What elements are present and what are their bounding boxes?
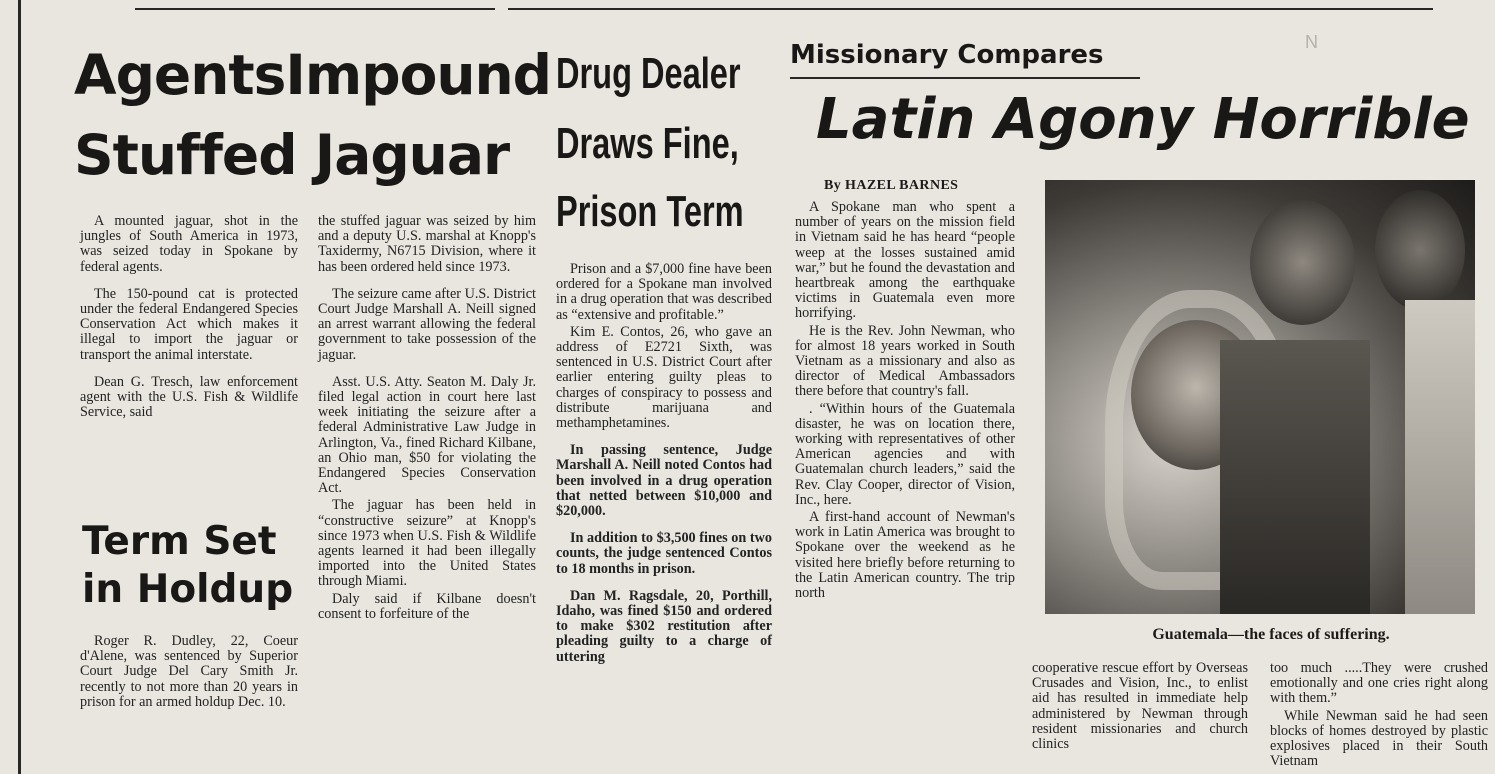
missionary-paragraph: cooperative rescue effort by Overseas Crusades and Vision, Inc., to enlist aid has resulted in immediate help administered by Newman through resident missionaries and church clinics bbox=[1032, 660, 1248, 753]
missionary-paragraph: too much .....They were crushed emotionally and one cries right along with them.” bbox=[1270, 660, 1488, 707]
jaguar-paragraph: Dean G. Tresch, law enforcement agent with the U.S. Fish & Wildlife Service, said bbox=[80, 373, 298, 421]
missionary-paragraph: While Newman said he had seen blocks of homes destroyed by plastic explosives placed in their South Vietnam bbox=[1270, 707, 1488, 770]
missionary-kicker: Missionary Compares bbox=[790, 40, 1104, 70]
photo-face-man bbox=[1375, 190, 1465, 310]
jaguar-headline-line1: AgentsImpound bbox=[74, 43, 552, 107]
faint-n-mark: N bbox=[1305, 32, 1318, 52]
drug-paragraph: Prison and a $7,000 fine have been ordered for a Spokane man involved in a drug operation that was described as “extensive and profitable.” bbox=[556, 261, 772, 323]
missionary-paragraph: A first-hand account of Newman's work in Latin America was brought to Spokane over the weekend as he visited here briefly before returning to the Latin American country. The trip north bbox=[795, 509, 1015, 602]
jaguar-headline-line2: Stuffed Jaguar bbox=[74, 123, 510, 187]
drug-paragraph: Dan M. Ragsdale, 20, Porthill, Idaho, was fined $150 and ordered to make $302 restitution after pleading guilty to a charge of uttering bbox=[556, 587, 772, 665]
drug-column bbox=[556, 262, 772, 677]
drug-headline-line2: Draws Fine, bbox=[556, 119, 739, 168]
jaguar-column-1 bbox=[80, 214, 298, 432]
missionary-paragraph: A Spokane man who spent a number of years on the mission field in Vietnam said he has heard “people weep at the losses sustained amid war,” but he found the devastation and heartbreak among the earthquake victims in Guatemala even more horrifying. bbox=[795, 199, 1015, 322]
missionary-column-2 bbox=[1032, 661, 1248, 764]
drug-headline-line3: Prison Term bbox=[556, 187, 744, 236]
missionary-headline: Latin Agony Horrible bbox=[816, 87, 1470, 152]
jaguar-paragraph: Daly said if Kilbane doesn't consent to forfeiture of the bbox=[318, 590, 536, 622]
jaguar-paragraph: The 150-pound cat is protected under the federal Endangered Species Conservation Act which makes it illegal to import the jaguar or transport the animal interstate. bbox=[80, 285, 298, 363]
holdup-headline-line1: Term Set bbox=[82, 519, 277, 564]
drug-paragraph: In addition to $3,500 fines on two counts, the judge sentenced Contos to 18 months in prison. bbox=[556, 530, 772, 577]
jaguar-paragraph: Asst. U.S. Atty. Seaton M. Daly Jr. filed legal action in court here last week initiating the seizure after a federal Administrative Law Judge in Arlington, Va., fined Richard Kilbane, an Ohio man, $50 for violating the Endangered Species Conservation Act. bbox=[318, 373, 536, 497]
jaguar-column-2 bbox=[318, 214, 536, 624]
byline: By HAZEL BARNES bbox=[824, 178, 959, 193]
jaguar-paragraph: The seizure came after U.S. District Court Judge Marshall A. Neill signed an arrest warrant allowing the federal government to take possession of the jaguar. bbox=[318, 285, 536, 363]
jaguar-paragraph: A mounted jaguar, shot in the jungles of South America in 1973, was seized today in Spokane by federal agents. bbox=[80, 213, 298, 275]
drug-paragraph: In passing sentence, Judge Marshall A. Neill noted Contos had been involved in a drug operation that netted between $10,000 and $20,000. bbox=[556, 442, 772, 520]
jaguar-paragraph: the stuffed jaguar was seized by him and a deputy U.S. marshal at Knopp's Taxidermy, N6715 Division, where it has been ordered held since 1973. bbox=[318, 213, 536, 275]
missionary-column-3 bbox=[1270, 661, 1488, 771]
holdup-paragraph: Roger R. Dudley, 22, Coeur d'Alene, was sentenced by Superior Court Judge Del Cary Smith Jr. recently to not more than 20 years in prison for an armed holdup Dec. 10. bbox=[80, 633, 298, 710]
photo-dress bbox=[1220, 340, 1370, 614]
photo-caption: Guatemala—the faces of suffering. bbox=[1152, 626, 1390, 643]
top-rule-right bbox=[508, 8, 1433, 10]
jaguar-paragraph: The jaguar has been held in “constructive seizure” at Knopp's since 1973 when U.S. Fish & Wildlife agents learned it had been illegally imported into the United States through Miami. bbox=[318, 497, 536, 590]
kicker-underline bbox=[790, 77, 1140, 79]
photo-face-woman bbox=[1250, 200, 1355, 325]
left-column-rule bbox=[18, 0, 21, 774]
missionary-column-1 bbox=[795, 200, 1015, 603]
guatemala-photo bbox=[1045, 180, 1475, 614]
missionary-paragraph: He is the Rev. John Newman, who for almost 18 years worked in South Vietnam as a missionary and also as director of Medical Ambassadors there before that country's fall. bbox=[795, 322, 1015, 400]
drug-headline-line1: Drug Dealer bbox=[556, 49, 741, 98]
photo-shirt bbox=[1405, 300, 1475, 614]
drug-paragraph: Kim E. Contos, 26, who gave an address of E2721 Sixth, was sentenced in U.S. District Court after earlier entering guilty pleas to charges of conspiracy to possess and distribute marijuana and methamphetamines. bbox=[556, 323, 772, 432]
holdup-headline-line2: in Holdup bbox=[82, 567, 294, 612]
holdup-body bbox=[80, 634, 298, 722]
top-rule-left bbox=[135, 8, 495, 10]
missionary-paragraph: . “Within hours of the Guatemala disaster, he was on location there, working with representatives of other American agencies and with Guatemalan church leaders,” said the Rev. Clay Cooper, director of Vision, Inc., here. bbox=[795, 400, 1015, 508]
